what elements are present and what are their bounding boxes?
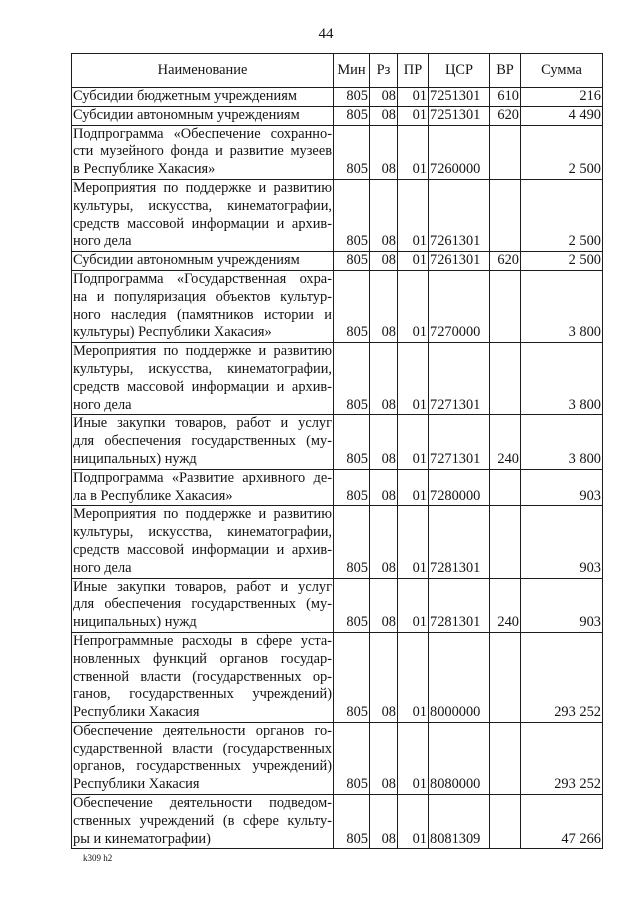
- cell-vr: [490, 506, 521, 578]
- name-line: для обеспечения государственных (му-: [73, 433, 332, 450]
- cell-min: 805: [334, 632, 370, 722]
- cell-pr: 01: [398, 722, 429, 794]
- table-row: [72, 125, 603, 179]
- cell-pr: 01: [398, 125, 429, 179]
- cell-vr: [490, 179, 521, 251]
- name-line: ниципальных) нужд: [73, 614, 197, 631]
- name-line: сударственной власти (государственных: [73, 740, 332, 757]
- document-code: k309 h2: [83, 853, 113, 863]
- budget-table: [71, 53, 603, 849]
- cell-name: [72, 632, 334, 722]
- table-row: [72, 179, 603, 251]
- cell-vr: [490, 722, 521, 794]
- name-line: Обеспечение деятельности подведом-: [73, 795, 332, 812]
- table-row: [72, 270, 603, 342]
- cell-rz: 08: [370, 415, 398, 469]
- cell-pr: 01: [398, 106, 429, 125]
- cell-vr: [490, 795, 521, 849]
- cell-min: 805: [334, 252, 370, 271]
- name-line: органов, государственных учреждений): [73, 758, 332, 775]
- cell-rz: 08: [370, 88, 398, 107]
- name-line: Субсидии автономным учреждениям: [73, 106, 300, 123]
- name-line: культуры, искусства, кинематографии,: [73, 360, 332, 377]
- cell-min: 805: [334, 343, 370, 415]
- cell-sum: 3 800: [521, 270, 603, 342]
- cell-sum: 216: [521, 88, 603, 107]
- cell-min: 805: [334, 125, 370, 179]
- cell-pr: 01: [398, 469, 429, 506]
- name-line: Республики Хакасия: [73, 776, 200, 793]
- cell-rz: 08: [370, 722, 398, 794]
- name-line: ниципальных) нужд: [73, 450, 197, 467]
- cell-name: [72, 252, 334, 271]
- cell-rz: 08: [370, 469, 398, 506]
- cell-csr: 8081309: [429, 795, 490, 849]
- name-line: Подпрограмма «Государственная охра-: [73, 270, 332, 287]
- cell-sum: 903: [521, 469, 603, 506]
- cell-sum: 2 500: [521, 125, 603, 179]
- name-line: культуры, искусства, кинематографии,: [73, 197, 332, 214]
- name-line: культуры, искусства, кинематографии,: [73, 524, 332, 541]
- name-line: для обеспечения государственных (му-: [73, 596, 332, 613]
- name-line: Мероприятия по поддержке и развитию: [73, 506, 332, 523]
- cell-pr: 01: [398, 632, 429, 722]
- cell-name: [72, 795, 334, 849]
- name-line: средств массовой информации и архив-: [73, 215, 332, 232]
- name-line: ного дела: [73, 233, 132, 250]
- cell-rz: 08: [370, 632, 398, 722]
- cell-vr: 240: [490, 415, 521, 469]
- name-line: Иные закупки товаров, работ и услуг: [73, 415, 332, 432]
- cell-min: 805: [334, 506, 370, 578]
- cell-pr: 01: [398, 270, 429, 342]
- cell-csr: 8080000: [429, 722, 490, 794]
- cell-vr: [490, 343, 521, 415]
- cell-csr: 7281301: [429, 578, 490, 632]
- cell-sum: 2 500: [521, 179, 603, 251]
- cell-csr: 7271301: [429, 415, 490, 469]
- name-line: на и популяризация объектов культур-: [73, 288, 332, 305]
- cell-sum: 903: [521, 506, 603, 578]
- name-line: ного дела: [73, 396, 132, 413]
- name-line: средств массовой информации и архив-: [73, 378, 332, 395]
- header-row: [72, 54, 603, 88]
- table-row: [72, 632, 603, 722]
- cell-csr: 7260000: [429, 125, 490, 179]
- cell-sum: 3 800: [521, 415, 603, 469]
- cell-rz: 08: [370, 179, 398, 251]
- cell-min: 805: [334, 179, 370, 251]
- cell-pr: 01: [398, 415, 429, 469]
- name-line: Мероприятия по поддержке и развитию: [73, 179, 332, 196]
- name-line: ного дела: [73, 559, 132, 576]
- cell-name: [72, 578, 334, 632]
- cell-rz: 08: [370, 106, 398, 125]
- cell-min: 805: [334, 270, 370, 342]
- cell-sum: 293 252: [521, 632, 603, 722]
- cell-name: [72, 415, 334, 469]
- cell-name: [72, 343, 334, 415]
- cell-sum: 3 800: [521, 343, 603, 415]
- cell-csr: 7271301: [429, 343, 490, 415]
- cell-min: 805: [334, 88, 370, 107]
- cell-pr: 01: [398, 506, 429, 578]
- table-body: [72, 88, 603, 849]
- cell-rz: 08: [370, 270, 398, 342]
- cell-rz: 08: [370, 252, 398, 271]
- cell-min: 805: [334, 722, 370, 794]
- name-line: новленных функций органов государ-: [73, 650, 332, 667]
- cell-pr: 01: [398, 343, 429, 415]
- header-rz: Рз: [370, 54, 398, 88]
- table-row: [72, 343, 603, 415]
- name-line: Республики Хакасия: [73, 704, 200, 721]
- table-row: [72, 795, 603, 849]
- cell-vr: 620: [490, 252, 521, 271]
- table-row: [72, 106, 603, 125]
- cell-vr: [490, 125, 521, 179]
- header-name: Наименование: [72, 54, 334, 88]
- name-line: Подпрограмма «Обеспечение сохранно-: [73, 125, 332, 142]
- cell-sum: 2 500: [521, 252, 603, 271]
- cell-sum: 293 252: [521, 722, 603, 794]
- cell-vr: 620: [490, 106, 521, 125]
- cell-vr: 610: [490, 88, 521, 107]
- cell-pr: 01: [398, 88, 429, 107]
- header-vr: ВР: [490, 54, 521, 88]
- cell-vr: [490, 469, 521, 506]
- name-line: ры и кинематографии): [73, 830, 211, 847]
- cell-csr: 7261301: [429, 179, 490, 251]
- cell-pr: 01: [398, 179, 429, 251]
- table-header: [72, 54, 603, 88]
- cell-rz: 08: [370, 125, 398, 179]
- name-line: ганов, государственных учреждений): [73, 686, 332, 703]
- cell-pr: 01: [398, 252, 429, 271]
- cell-min: 805: [334, 106, 370, 125]
- cell-rz: 08: [370, 343, 398, 415]
- name-line: Субсидии автономным учреждениям: [73, 252, 300, 269]
- name-line: Субсидии бюджетным учреждениям: [73, 88, 297, 104]
- cell-name: [72, 506, 334, 578]
- cell-csr: 7261301: [429, 252, 490, 271]
- table-row: [72, 506, 603, 578]
- name-line: ного наследия (памятников истории и: [73, 306, 332, 323]
- cell-sum: 4 490: [521, 106, 603, 125]
- name-line: сти музейного фонда и развитие музеев: [73, 143, 332, 160]
- cell-name: [72, 722, 334, 794]
- name-line: ственных учреждений (в сфере культу-: [73, 812, 332, 829]
- cell-name: [72, 125, 334, 179]
- name-line: Мероприятия по поддержке и развитию: [73, 343, 332, 360]
- cell-csr: 7251301: [429, 106, 490, 125]
- name-line: Обеспечение деятельности органов го-: [73, 722, 332, 739]
- cell-rz: 08: [370, 506, 398, 578]
- header-min: Мин: [334, 54, 370, 88]
- cell-name: [72, 270, 334, 342]
- table-row: [72, 88, 603, 107]
- table-row: [72, 578, 603, 632]
- cell-vr: [490, 632, 521, 722]
- cell-csr: 7281301: [429, 506, 490, 578]
- cell-name: [72, 106, 334, 125]
- name-line: Иные закупки товаров, работ и услуг: [73, 578, 332, 595]
- cell-name: [72, 469, 334, 506]
- cell-vr: 240: [490, 578, 521, 632]
- page-number: 44: [318, 26, 334, 42]
- cell-rz: 08: [370, 795, 398, 849]
- cell-sum: 47 266: [521, 795, 603, 849]
- table-row: [72, 722, 603, 794]
- name-line: ственной власти (государственных ор-: [73, 668, 332, 685]
- cell-csr: 7280000: [429, 469, 490, 506]
- cell-vr: [490, 270, 521, 342]
- name-line: Подпрограмма «Развитие архивного де-: [73, 469, 332, 486]
- name-line: ла в Республике Хакасия»: [73, 487, 233, 504]
- header-csr: ЦСР: [429, 54, 490, 88]
- name-line: в Республике Хакасия»: [73, 161, 216, 178]
- cell-min: 805: [334, 578, 370, 632]
- table-row: [72, 415, 603, 469]
- cell-min: 805: [334, 795, 370, 849]
- table-row: [72, 469, 603, 506]
- cell-sum: 903: [521, 578, 603, 632]
- header-sum: Сумма: [521, 54, 603, 88]
- table-row: [72, 252, 603, 271]
- cell-rz: 08: [370, 578, 398, 632]
- cell-name: [72, 88, 334, 107]
- header-pr: ПР: [398, 54, 429, 88]
- cell-min: 805: [334, 415, 370, 469]
- name-line: культуры) Республики Хакасия»: [73, 324, 272, 341]
- name-line: Непрограммные расходы в сфере уста-: [73, 632, 332, 649]
- cell-pr: 01: [398, 795, 429, 849]
- cell-pr: 01: [398, 578, 429, 632]
- cell-csr: 7270000: [429, 270, 490, 342]
- cell-csr: 7251301: [429, 88, 490, 107]
- cell-min: 805: [334, 469, 370, 506]
- cell-csr: 8000000: [429, 632, 490, 722]
- cell-name: [72, 179, 334, 251]
- name-line: средств массовой информации и архив-: [73, 541, 332, 558]
